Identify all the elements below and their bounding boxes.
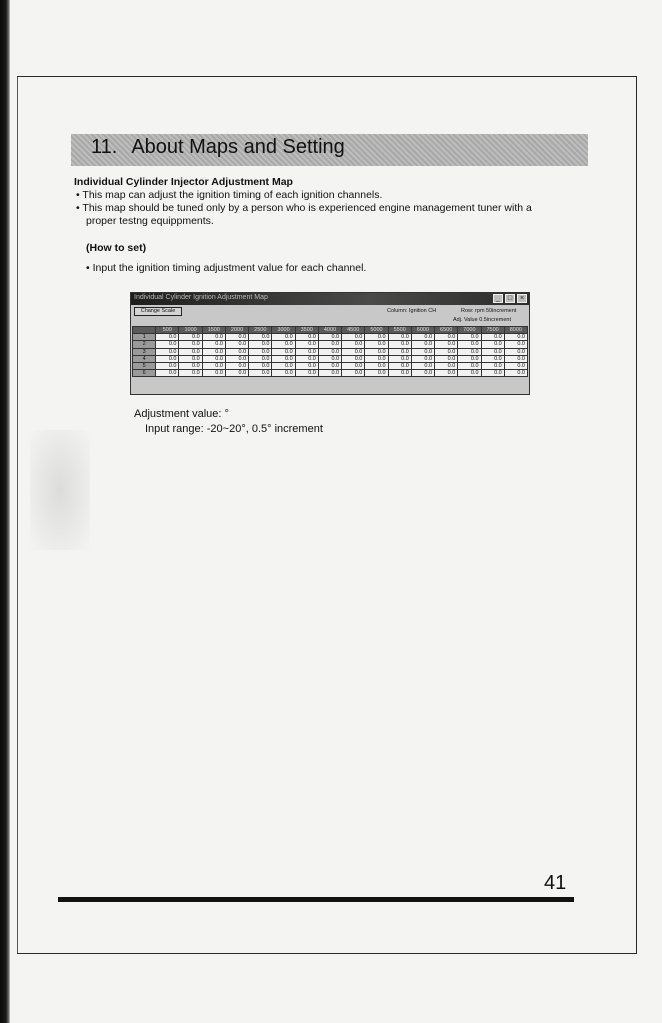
adjustment-cell: 0.0 <box>365 348 388 355</box>
adjustment-cell: 0.0 <box>249 334 272 341</box>
ignition-adjustment-grid <box>132 326 528 377</box>
bottom-rule <box>58 897 574 902</box>
adjustment-cell: 0.0 <box>481 370 504 377</box>
adjustment-cell: 0.0 <box>272 341 295 348</box>
input-range: Input range: -20~20°, 0.5° increment <box>145 423 323 435</box>
rpm-column-header: 4500 <box>342 327 365 334</box>
adjustment-cell: 0.0 <box>411 334 434 341</box>
adjustment-cell: 0.0 <box>365 355 388 362</box>
channel-row <box>133 341 528 348</box>
adjustment-cell: 0.0 <box>504 355 527 362</box>
rpm-column-header: 7500 <box>481 327 504 334</box>
adjustment-cell: 0.0 <box>481 348 504 355</box>
adjustment-cell: 0.0 <box>295 370 318 377</box>
rpm-column-header: 4000 <box>318 327 341 334</box>
adjustment-cell: 0.0 <box>202 341 225 348</box>
channel-row-header: 5 <box>133 362 156 369</box>
bullet-1: • This map can adjust the ignition timing of each ignition channels. <box>76 189 383 201</box>
adjustment-cell: 0.0 <box>225 362 248 369</box>
channel-row-header: 3 <box>133 348 156 355</box>
adjustment-cell: 0.0 <box>156 370 179 377</box>
adjustment-cell: 0.0 <box>481 334 504 341</box>
adjustment-cell: 0.0 <box>365 370 388 377</box>
adjustment-cell: 0.0 <box>365 341 388 348</box>
adjustment-cell: 0.0 <box>342 362 365 369</box>
adjustment-cell: 0.0 <box>272 370 295 377</box>
adjustment-cell: 0.0 <box>225 355 248 362</box>
adjustment-cell: 0.0 <box>481 362 504 369</box>
section-number: 11. <box>91 136 118 158</box>
adjustment-cell: 0.0 <box>342 334 365 341</box>
rpm-column-header: 2000 <box>225 327 248 334</box>
adjustment-cell: 0.0 <box>388 341 411 348</box>
map-window-titlebar <box>131 293 529 305</box>
adjustment-cell: 0.0 <box>249 348 272 355</box>
rpm-column-header: 3500 <box>295 327 318 334</box>
adjustment-cell: 0.0 <box>156 341 179 348</box>
adjustment-cell: 0.0 <box>295 341 318 348</box>
adjustment-cell: 0.0 <box>458 348 481 355</box>
adjustment-cell: 0.0 <box>435 348 458 355</box>
adjustment-cell: 0.0 <box>435 334 458 341</box>
adjustment-cell: 0.0 <box>249 370 272 377</box>
section-title <box>91 136 345 159</box>
adjustment-cell: 0.0 <box>156 355 179 362</box>
adjustment-cell: 0.0 <box>318 348 341 355</box>
adjustment-cell: 0.0 <box>202 362 225 369</box>
adjustment-cell: 0.0 <box>272 355 295 362</box>
adjustment-cell: 0.0 <box>458 355 481 362</box>
adjustment-cell: 0.0 <box>295 362 318 369</box>
how-to-set-title: (How to set) <box>86 242 147 254</box>
channel-row <box>133 370 528 377</box>
adjustment-cell: 0.0 <box>272 334 295 341</box>
adjustment-cell: 0.0 <box>318 341 341 348</box>
book-binding-edge <box>0 0 10 1023</box>
adjustment-cell: 0.0 <box>318 334 341 341</box>
adjustment-cell: 0.0 <box>272 362 295 369</box>
adjustment-cell: 0.0 <box>225 348 248 355</box>
adjustment-cell: 0.0 <box>202 355 225 362</box>
adjustment-cell: 0.0 <box>225 334 248 341</box>
adjustment-cell: 0.0 <box>481 341 504 348</box>
scan-shadow <box>30 430 90 550</box>
channel-row-header: 2 <box>133 341 156 348</box>
adjustment-cell: 0.0 <box>411 370 434 377</box>
adjustment-cell: 0.0 <box>179 348 202 355</box>
channel-row-header: 1 <box>133 334 156 341</box>
map-heading: Individual Cylinder Injector Adjustment Map <box>74 176 293 188</box>
adjustment-cell: 0.0 <box>411 341 434 348</box>
adjustment-cell: 0.0 <box>435 370 458 377</box>
adjustment-cell: 0.0 <box>272 348 295 355</box>
adjustment-cell: 0.0 <box>202 370 225 377</box>
adjustment-cell: 0.0 <box>411 362 434 369</box>
adjustment-cell: 0.0 <box>388 355 411 362</box>
close-icon: × <box>517 294 527 303</box>
how-to-set-instruction: • Input the ignition timing adjustment value for each channel. <box>86 262 367 274</box>
adjustment-cell: 0.0 <box>156 348 179 355</box>
maximize-icon: □ <box>505 294 515 303</box>
adjustment-cell: 0.0 <box>156 334 179 341</box>
change-scale-button: Change Scale <box>134 307 182 316</box>
channel-row-header: 4 <box>133 355 156 362</box>
adjustment-cell: 0.0 <box>202 348 225 355</box>
adjustment-cell: 0.0 <box>179 362 202 369</box>
adjustment-cell: 0.0 <box>504 370 527 377</box>
channel-row <box>133 355 528 362</box>
adjustment-cell: 0.0 <box>202 334 225 341</box>
adj-value-label: Adj. Value 0.5increment <box>453 317 511 323</box>
adjustment-cell: 0.0 <box>388 334 411 341</box>
channel-row <box>133 334 528 341</box>
rpm-column-header: 5000 <box>365 327 388 334</box>
adjustment-cell: 0.0 <box>249 355 272 362</box>
adjustment-cell: 0.0 <box>411 348 434 355</box>
row-label: Row: rpm 50increment <box>461 308 517 314</box>
column-label: Column: Ignition CH <box>387 308 437 314</box>
bullet-2-continued: proper testng equippments. <box>86 215 214 227</box>
channel-row <box>133 348 528 355</box>
grid-corner <box>133 327 156 334</box>
adjustment-cell: 0.0 <box>295 334 318 341</box>
adjustment-cell: 0.0 <box>411 355 434 362</box>
adjustment-cell: 0.0 <box>504 334 527 341</box>
adjustment-cell: 0.0 <box>249 362 272 369</box>
adjustment-cell: 0.0 <box>435 355 458 362</box>
channel-row <box>133 362 528 369</box>
adjustment-cell: 0.0 <box>458 334 481 341</box>
adjustment-cell: 0.0 <box>388 370 411 377</box>
grid-header-row <box>133 327 528 334</box>
minimize-icon: _ <box>493 294 503 303</box>
section-banner <box>71 134 588 166</box>
adjustment-cell: 0.0 <box>481 355 504 362</box>
adjustment-cell: 0.0 <box>179 341 202 348</box>
adjustment-cell: 0.0 <box>365 334 388 341</box>
rpm-column-header: 1500 <box>202 327 225 334</box>
page-number: 41 <box>544 872 567 894</box>
rpm-column-header: 2500 <box>249 327 272 334</box>
adjustment-cell: 0.0 <box>458 341 481 348</box>
adjustment-cell: 0.0 <box>156 362 179 369</box>
rpm-column-header: 3000 <box>272 327 295 334</box>
rpm-column-header: 5500 <box>388 327 411 334</box>
adjustment-cell: 0.0 <box>388 362 411 369</box>
adjustment-cell: 0.0 <box>318 370 341 377</box>
adjustment-cell: 0.0 <box>318 362 341 369</box>
channel-row-header: 6 <box>133 370 156 377</box>
map-window-screenshot <box>130 292 530 395</box>
section-title-text: About Maps and Setting <box>131 136 345 158</box>
adjustment-cell: 0.0 <box>458 370 481 377</box>
adjustment-cell: 0.0 <box>249 341 272 348</box>
rpm-column-header: 7000 <box>458 327 481 334</box>
adjustment-cell: 0.0 <box>504 362 527 369</box>
adjustment-cell: 0.0 <box>225 341 248 348</box>
adjustment-cell: 0.0 <box>179 370 202 377</box>
adjustment-cell: 0.0 <box>295 355 318 362</box>
map-window-title: Individual Cylinder Ignition Adjustment Map <box>134 294 268 301</box>
adjustment-cell: 0.0 <box>342 370 365 377</box>
adjustment-cell: 0.0 <box>504 341 527 348</box>
rpm-column-header: 6500 <box>435 327 458 334</box>
rpm-column-header: 500 <box>156 327 179 334</box>
adjustment-cell: 0.0 <box>435 341 458 348</box>
adjustment-cell: 0.0 <box>342 355 365 362</box>
adjustment-cell: 0.0 <box>318 355 341 362</box>
adjustment-cell: 0.0 <box>342 348 365 355</box>
adjustment-cell: 0.0 <box>179 355 202 362</box>
adjustment-cell: 0.0 <box>388 348 411 355</box>
rpm-column-header: 6000 <box>411 327 434 334</box>
adjustment-value: Adjustment value: ° <box>134 408 229 420</box>
adjustment-cell: 0.0 <box>179 334 202 341</box>
adjustment-cell: 0.0 <box>225 370 248 377</box>
adjustment-cell: 0.0 <box>458 362 481 369</box>
adjustment-cell: 0.0 <box>295 348 318 355</box>
adjustment-cell: 0.0 <box>342 341 365 348</box>
rpm-column-header: 8000 <box>504 327 527 334</box>
rpm-column-header: 1000 <box>179 327 202 334</box>
adjustment-cell: 0.0 <box>435 362 458 369</box>
bullet-2: • This map should be tuned only by a person who is experienced engine management tuner with a <box>76 202 532 214</box>
adjustment-cell: 0.0 <box>504 348 527 355</box>
adjustment-cell: 0.0 <box>365 362 388 369</box>
